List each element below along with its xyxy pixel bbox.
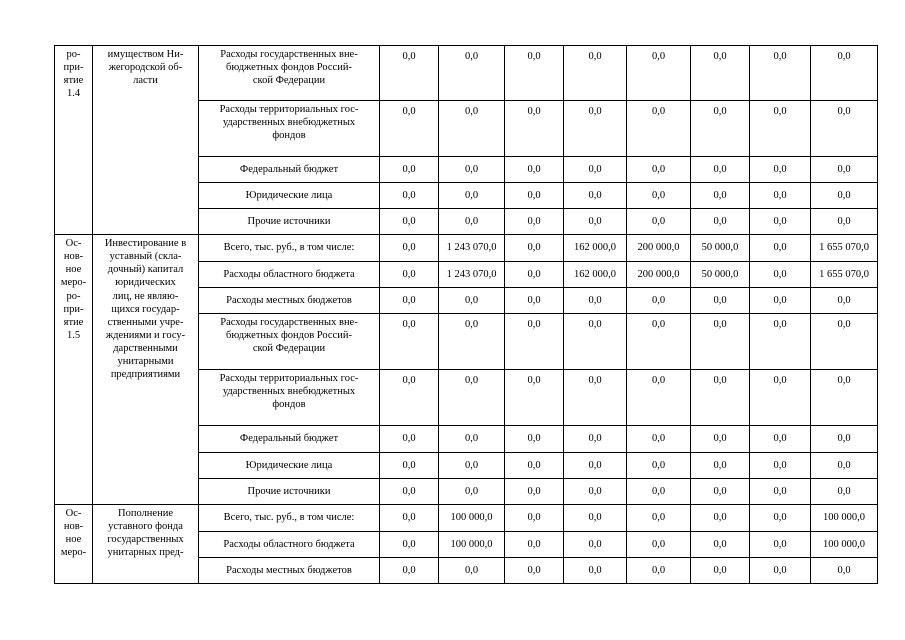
value-cell: 0,0: [564, 558, 627, 584]
value-cell: 0,0: [439, 479, 505, 505]
value-cell: 0,0: [505, 157, 564, 183]
value-cell: 0,0: [439, 370, 505, 426]
value-cell: 100 000,0: [439, 505, 505, 532]
value-cell: 0,0: [691, 426, 750, 453]
value-cell: 0,0: [627, 505, 691, 532]
value-cell: 0,0: [750, 505, 811, 532]
measure-code-cell: Ос- нов- ное меро-: [55, 505, 93, 584]
value-cell: 0,0: [627, 288, 691, 314]
budget-table-body: [55, 46, 878, 584]
value-cell: 0,0: [811, 209, 878, 235]
value-cell: 0,0: [439, 101, 505, 157]
value-cell: 0,0: [380, 183, 439, 209]
funding-source-cell: Федеральный бюджет: [199, 426, 380, 453]
funding-source-cell: Расходы местных бюджетов: [199, 288, 380, 314]
value-cell: 0,0: [691, 532, 750, 558]
value-cell: 0,0: [750, 370, 811, 426]
value-cell: 0,0: [691, 101, 750, 157]
value-cell: 0,0: [627, 453, 691, 479]
value-cell: 0,0: [691, 46, 750, 101]
value-cell: 0,0: [505, 426, 564, 453]
value-cell: 0,0: [564, 505, 627, 532]
value-cell: 0,0: [439, 183, 505, 209]
value-cell: 0,0: [811, 426, 878, 453]
funding-source-cell: Прочие источники: [199, 479, 380, 505]
value-cell: 0,0: [691, 505, 750, 532]
value-cell: 0,0: [750, 209, 811, 235]
value-cell: 0,0: [811, 288, 878, 314]
value-cell: 0,0: [564, 314, 627, 370]
value-cell: 0,0: [811, 157, 878, 183]
value-cell: 0,0: [564, 288, 627, 314]
value-cell: 0,0: [627, 46, 691, 101]
funding-source-cell: Расходы областного бюджета: [199, 262, 380, 288]
value-cell: 0,0: [380, 262, 439, 288]
value-cell: 0,0: [750, 479, 811, 505]
value-cell: 50 000,0: [691, 235, 750, 262]
value-cell: 0,0: [439, 453, 505, 479]
value-cell: 0,0: [439, 426, 505, 453]
value-cell: 0,0: [505, 558, 564, 584]
table-row: [55, 505, 878, 532]
funding-source-cell: Расходы областного бюджета: [199, 532, 380, 558]
value-cell: 0,0: [564, 426, 627, 453]
value-cell: 0,0: [564, 157, 627, 183]
value-cell: 0,0: [505, 479, 564, 505]
funding-source-cell: Расходы территориальных гос- ударственных внебюджетных фондов: [199, 101, 380, 157]
value-cell: 0,0: [691, 183, 750, 209]
value-cell: 0,0: [564, 532, 627, 558]
value-cell: 0,0: [750, 46, 811, 101]
value-cell: 0,0: [505, 370, 564, 426]
value-cell: 0,0: [380, 157, 439, 183]
funding-source-cell: Расходы государственных вне- бюджетных фондов Россий- ской Федерации: [199, 314, 380, 370]
value-cell: 1 655 070,0: [811, 235, 878, 262]
value-cell: 0,0: [750, 183, 811, 209]
value-cell: 0,0: [505, 183, 564, 209]
value-cell: 0,0: [691, 288, 750, 314]
measure-code-cell: Ос- нов- ное меро- ро- при- ятие 1.5: [55, 235, 93, 505]
value-cell: 200 000,0: [627, 262, 691, 288]
value-cell: 0,0: [439, 288, 505, 314]
budget-table: [54, 45, 878, 584]
value-cell: 1 243 070,0: [439, 235, 505, 262]
value-cell: 0,0: [380, 453, 439, 479]
value-cell: 0,0: [811, 558, 878, 584]
value-cell: 0,0: [380, 101, 439, 157]
value-cell: 0,0: [439, 46, 505, 101]
value-cell: 0,0: [691, 157, 750, 183]
value-cell: 0,0: [505, 46, 564, 101]
value-cell: 1 655 070,0: [811, 262, 878, 288]
value-cell: 0,0: [380, 46, 439, 101]
value-cell: 0,0: [811, 479, 878, 505]
value-cell: 0,0: [691, 479, 750, 505]
funding-source-cell: Расходы территориальных гос- ударственных внебюджетных фондов: [199, 370, 380, 426]
value-cell: 0,0: [564, 209, 627, 235]
value-cell: 1 243 070,0: [439, 262, 505, 288]
value-cell: 0,0: [505, 532, 564, 558]
value-cell: 0,0: [691, 314, 750, 370]
value-cell: 0,0: [505, 288, 564, 314]
value-cell: 0,0: [811, 101, 878, 157]
value-cell: 0,0: [439, 314, 505, 370]
value-cell: 100 000,0: [811, 505, 878, 532]
value-cell: 0,0: [505, 101, 564, 157]
value-cell: 0,0: [627, 532, 691, 558]
table-row: [55, 46, 878, 101]
value-cell: 100 000,0: [811, 532, 878, 558]
value-cell: 0,0: [380, 209, 439, 235]
funding-source-cell: Всего, тыс. руб., в том числе:: [199, 505, 380, 532]
value-cell: 0,0: [380, 314, 439, 370]
value-cell: 0,0: [691, 209, 750, 235]
funding-source-cell: Юридические лица: [199, 453, 380, 479]
value-cell: 0,0: [627, 157, 691, 183]
table-row: [55, 235, 878, 262]
value-cell: 0,0: [750, 101, 811, 157]
value-cell: 0,0: [811, 46, 878, 101]
value-cell: 162 000,0: [564, 235, 627, 262]
value-cell: 0,0: [691, 370, 750, 426]
measure-code-cell: ро- при- ятие 1.4: [55, 46, 93, 235]
value-cell: 0,0: [380, 288, 439, 314]
value-cell: 0,0: [750, 157, 811, 183]
value-cell: 0,0: [380, 426, 439, 453]
value-cell: 0,0: [439, 209, 505, 235]
value-cell: 0,0: [750, 262, 811, 288]
measure-name-cell: Пополнение уставного фонда государственных унитарных пред-: [93, 505, 199, 584]
value-cell: 0,0: [750, 314, 811, 370]
value-cell: 0,0: [627, 558, 691, 584]
value-cell: 0,0: [750, 426, 811, 453]
value-cell: 0,0: [564, 479, 627, 505]
value-cell: 0,0: [505, 235, 564, 262]
value-cell: 0,0: [627, 209, 691, 235]
value-cell: 0,0: [627, 426, 691, 453]
value-cell: 0,0: [439, 558, 505, 584]
value-cell: 0,0: [811, 183, 878, 209]
value-cell: 100 000,0: [439, 532, 505, 558]
value-cell: 0,0: [627, 370, 691, 426]
value-cell: 0,0: [505, 209, 564, 235]
measure-name-cell: Инвестирование в уставный (скла- дочный) капитал юридических лиц, не являю- щихся государ- ственными учре- ждениями и госу- дарственными унитарными предприятиями: [93, 235, 199, 505]
funding-source-cell: Всего, тыс. руб., в том числе:: [199, 235, 380, 262]
funding-source-cell: Прочие источники: [199, 209, 380, 235]
measure-name-cell: имуществом Ни- жегородской об- ласти: [93, 46, 199, 235]
value-cell: 0,0: [691, 558, 750, 584]
value-cell: 0,0: [380, 235, 439, 262]
value-cell: 0,0: [627, 183, 691, 209]
value-cell: 0,0: [627, 479, 691, 505]
funding-source-cell: Расходы государственных вне- бюджетных фондов Россий- ской Федерации: [199, 46, 380, 101]
value-cell: 0,0: [811, 453, 878, 479]
value-cell: 200 000,0: [627, 235, 691, 262]
value-cell: 0,0: [750, 558, 811, 584]
value-cell: 0,0: [380, 532, 439, 558]
value-cell: 0,0: [750, 532, 811, 558]
value-cell: 0,0: [811, 314, 878, 370]
value-cell: 0,0: [505, 453, 564, 479]
value-cell: 0,0: [505, 262, 564, 288]
value-cell: 0,0: [750, 453, 811, 479]
value-cell: 0,0: [380, 558, 439, 584]
value-cell: 0,0: [380, 505, 439, 532]
funding-source-cell: Юридические лица: [199, 183, 380, 209]
value-cell: 0,0: [505, 314, 564, 370]
value-cell: 0,0: [627, 314, 691, 370]
value-cell: 0,0: [380, 479, 439, 505]
value-cell: 0,0: [380, 370, 439, 426]
value-cell: 0,0: [439, 157, 505, 183]
value-cell: 0,0: [564, 183, 627, 209]
funding-source-cell: Федеральный бюджет: [199, 157, 380, 183]
value-cell: 162 000,0: [564, 262, 627, 288]
value-cell: 0,0: [627, 101, 691, 157]
value-cell: 0,0: [505, 505, 564, 532]
value-cell: 0,0: [691, 453, 750, 479]
value-cell: 0,0: [750, 235, 811, 262]
value-cell: 50 000,0: [691, 262, 750, 288]
value-cell: 0,0: [750, 288, 811, 314]
value-cell: 0,0: [564, 370, 627, 426]
value-cell: 0,0: [564, 453, 627, 479]
value-cell: 0,0: [564, 101, 627, 157]
funding-source-cell: Расходы местных бюджетов: [199, 558, 380, 584]
value-cell: 0,0: [564, 46, 627, 101]
value-cell: 0,0: [811, 370, 878, 426]
